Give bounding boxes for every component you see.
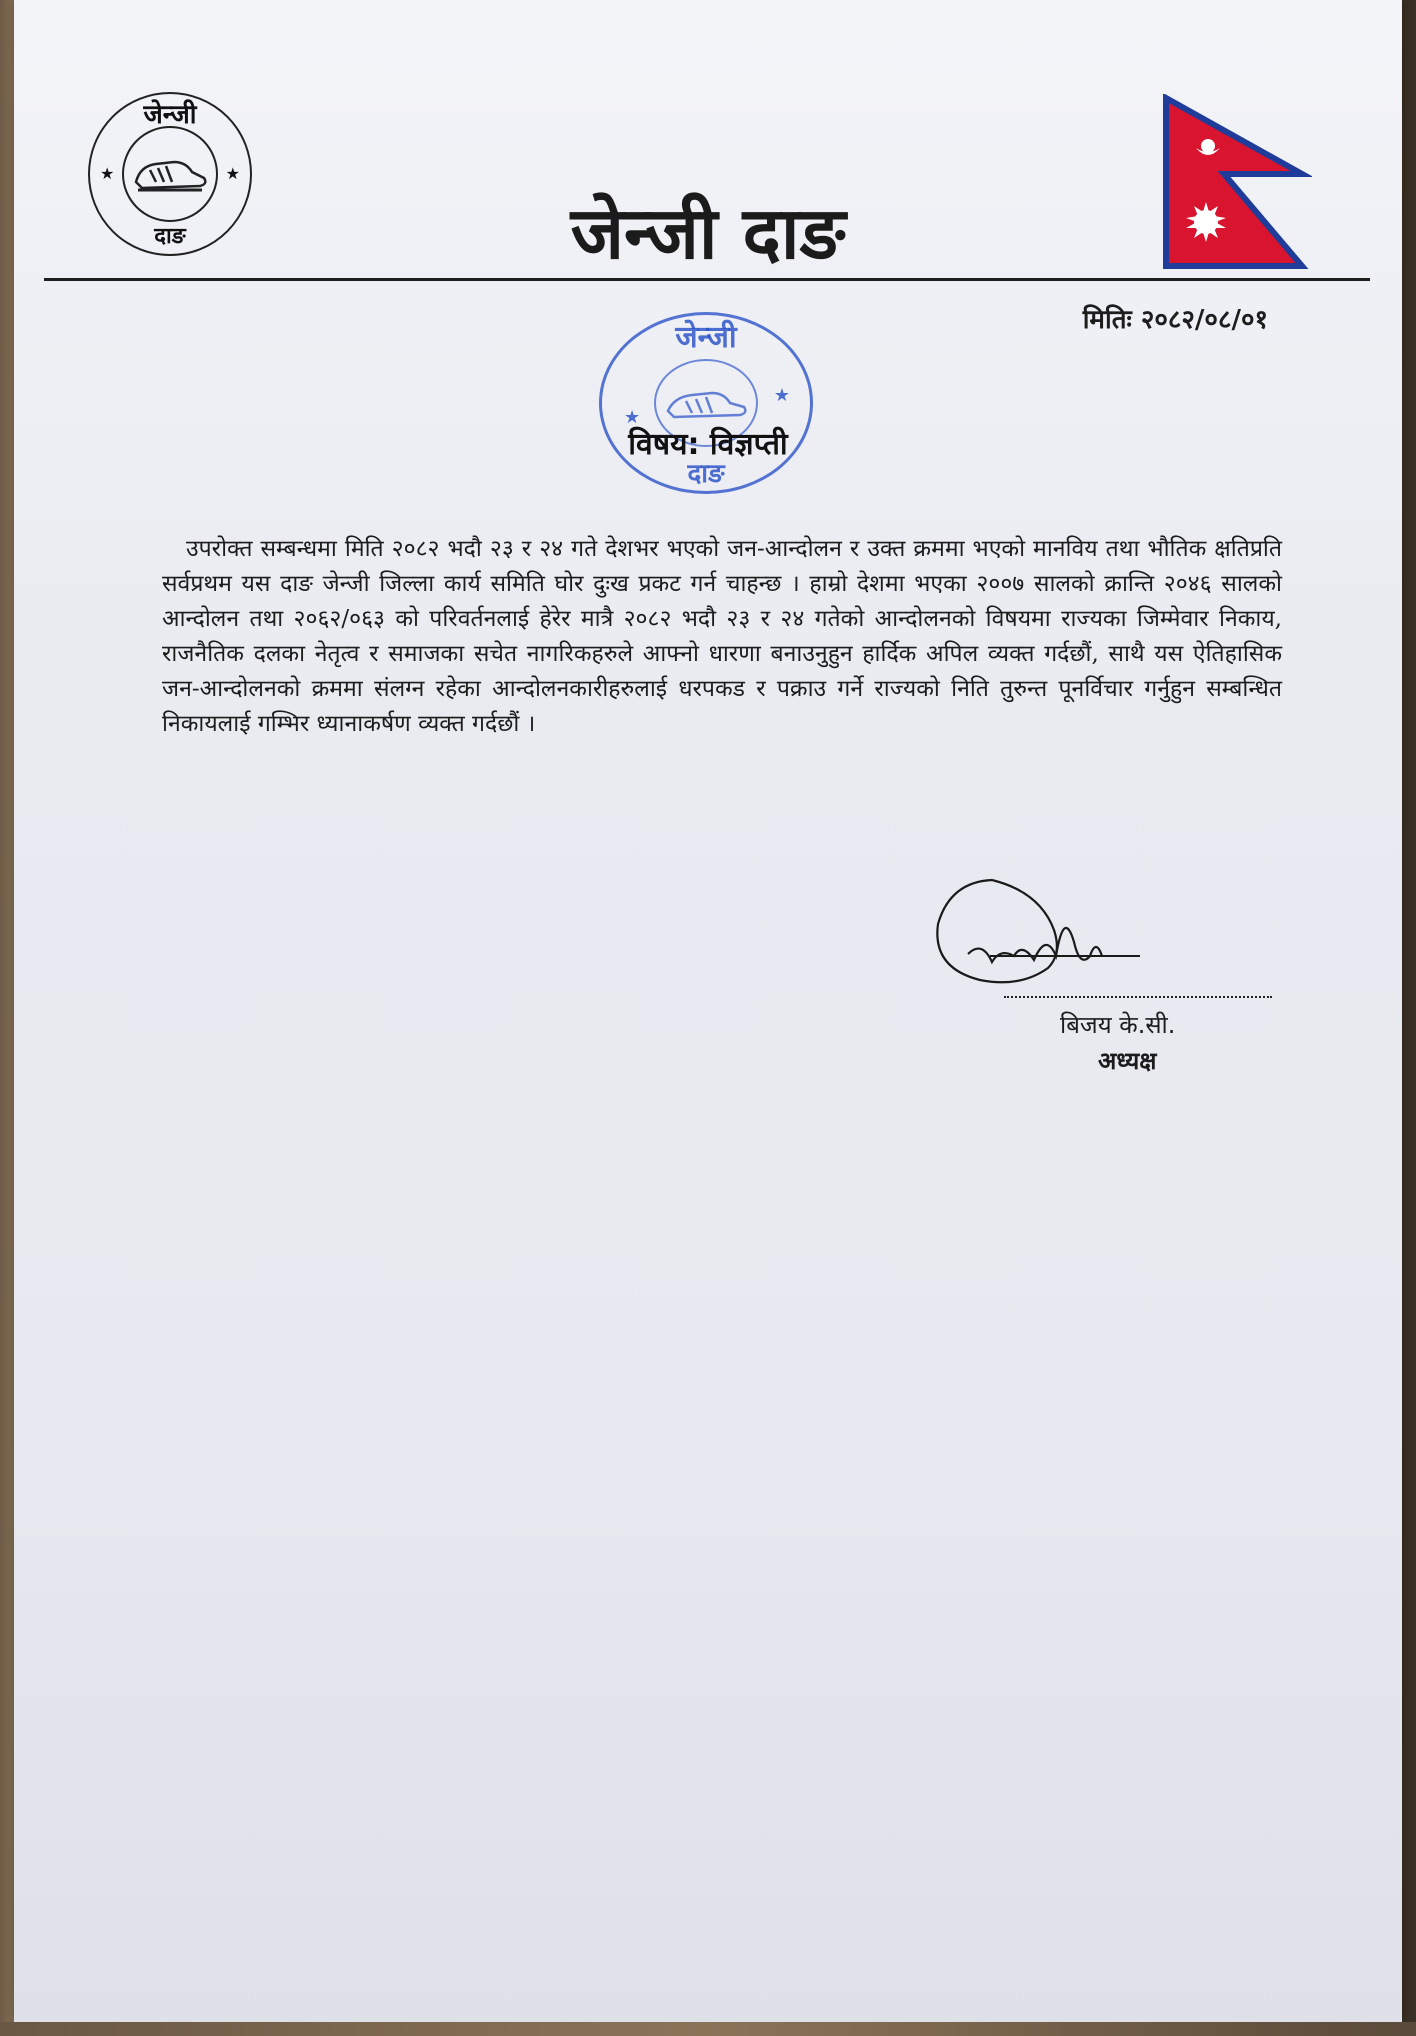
shoe-icon (662, 381, 752, 425)
press-release-body: उपरोक्त सम्बन्धमा मिति २०८२ भदौ २३ र २४ गते देशभर भएको जन-आन्दोलन र उक्त क्रममा भएको मानविय तथा भौतिक क्षतिप्रति सर्वप्रथम यस दाङ जेन्जी जिल्ला कार्य समिति घोर दुःख प्रकट गर्न चाहन्छ । हाम्रो देशमा भएका २००७ सालको क्रान्ति २०४६ सालको आन्दोलन तथा २०६२/०६३ को परिवर्तनलाई हेरेर मात्रै २०८२ भदौ २३ र २४ गतेको आन्दोलनको विषयमा राज्यका जिम्मेवार निकाय, राजनैतिक दलका नेतृत्व र समाजका सचेत नागरिकहरुले आफ्नो धारणा बनाउनुहुन हार्दिक अपिल व्यक्त गर्दछौं, साथै यस ऐतिहासिक जन-आन्दोलनको क्रममा संलग्न रहेका आन्दोलनकारीहरुलाई धरपकड र पक्राउ गर्ने राज्यको निति तुरुन्त पूनर्विचार गर्नुहुन सम्बन्धित निकायलाई गम्भिर ध्यानाकर्षण व्यक्त गर्दछौं । (162, 536, 1282, 737)
logo-bottom-text: दाङ (154, 224, 186, 249)
signature-line (1004, 996, 1272, 998)
subject-heading: विषय: विज्ञप्ती (628, 427, 788, 462)
stamp-top-text: जेन्जी (675, 320, 737, 355)
signatory-name: बिजय के.सी. (1060, 1011, 1176, 1039)
letter-date: मितिः २०८२/०८/०१ (1082, 305, 1268, 335)
star-icon: ★ (773, 385, 790, 406)
nepal-flag-icon (1162, 94, 1312, 274)
organization-name: जेन्जी दाङ (570, 191, 846, 275)
star-icon: ★ (624, 407, 641, 428)
organization-stamp (599, 312, 813, 494)
star-icon: ★ (100, 164, 115, 183)
background-surface (0, 2022, 1416, 2036)
letterhead-page (14, 0, 1402, 2022)
star-icon: ★ (225, 164, 240, 183)
handwritten-signature (930, 872, 1180, 1012)
logo-top-text: जेन्जी (143, 100, 197, 130)
header-divider (44, 278, 1370, 281)
stamp-bottom-text: दाङ (687, 459, 725, 489)
signatory-title: अध्यक्ष (1098, 1047, 1157, 1075)
